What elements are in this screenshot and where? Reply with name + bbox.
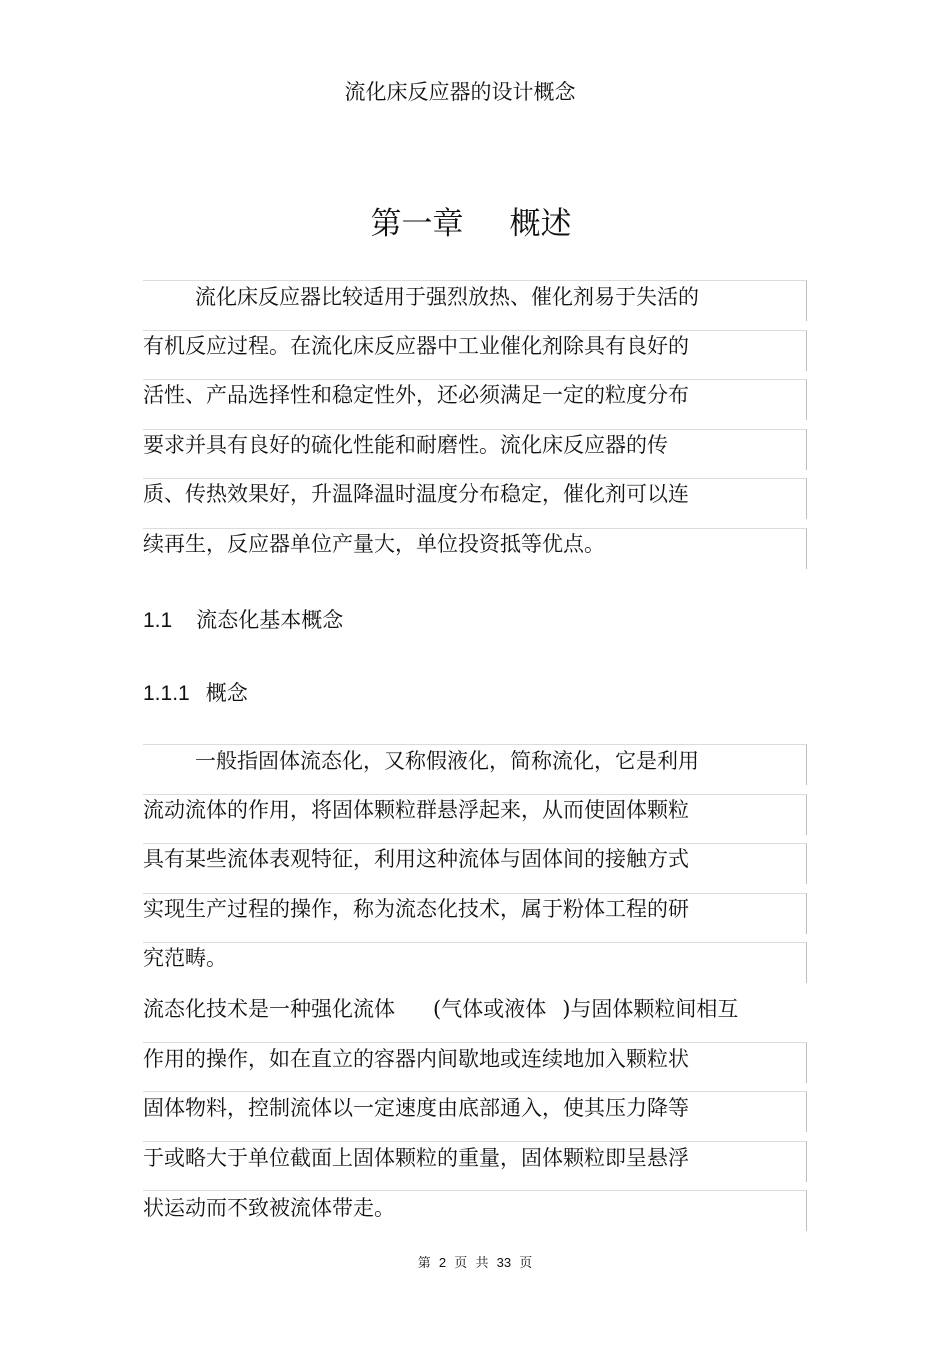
paragraph-line: 续再生，反应器单位产量大，单位投资抵等优点。	[143, 532, 605, 556]
paragraph-line: 一般指固体流态化，又称假液化，简称流化，它是利用	[195, 749, 699, 773]
text-run: (气体或液体	[433, 997, 547, 1021]
footer-page-number: 2	[438, 1255, 447, 1270]
section-heading-1-1-1	[143, 677, 248, 707]
chapter-heading	[0, 198, 942, 243]
line-frame	[143, 942, 807, 983]
chapter-title: 概述	[509, 206, 572, 242]
document-title: 流化床反应器的设计概念	[344, 80, 576, 104]
page-footer	[0, 1252, 950, 1271]
paragraph-line: 作用的操作，如在直立的容器内间歇地或连续地加入颗粒状	[143, 1047, 689, 1071]
footer-text: 页	[454, 1256, 468, 1271]
section-title: 流态化基本概念	[196, 608, 344, 632]
text-run: )与固体颗粒间相互	[562, 997, 739, 1021]
text-run: 流态化技术是一种强化流体	[143, 997, 395, 1021]
paragraph-line	[143, 994, 738, 1024]
footer-total-pages: 33	[496, 1255, 512, 1270]
paragraph-line: 状运动而不致被流体带走。	[143, 1196, 395, 1220]
section-number: 1.1	[143, 609, 173, 632]
paragraph-line: 实现生产过程的操作，称为流态化技术，属于粉体工程的研	[143, 897, 689, 921]
paragraph-line: 要求并具有良好的硫化性能和耐磨性。流化床反应器的传	[143, 433, 668, 457]
paragraph-line: 固体物料，控制流体以一定速度由底部通入，使其压力降等	[143, 1096, 689, 1120]
section-number: 1.1.1	[143, 682, 190, 705]
paragraph-line: 具有某些流体表观特征，利用这种流体与固体间的接触方式	[143, 847, 689, 871]
paragraph-line: 质、传热效果好，升温降温时温度分布稳定，催化剂可以连	[143, 482, 689, 506]
footer-text: 共	[475, 1256, 489, 1271]
paragraph-line: 流动流体的作用，将固体颗粒群悬浮起来，从而使固体颗粒	[143, 798, 689, 822]
chapter-number: 第一章	[370, 206, 464, 242]
paragraph-line: 流化床反应器比较适用于强烈放热、催化剂易于失活的	[195, 285, 699, 309]
footer-text: 第	[417, 1256, 431, 1271]
section-title: 概念	[205, 681, 248, 705]
paragraph-line: 活性、产品选择性和稳定性外，还必须满足一定的粒度分布	[143, 383, 689, 407]
section-heading-1-1	[143, 604, 343, 634]
paragraph-line: 有机反应过程。在流化床反应器中工业催化剂除具有良好的	[143, 334, 689, 358]
footer-text: 页	[519, 1256, 533, 1271]
paragraph-line: 于或略大于单位截面上固体颗粒的重量，固体颗粒即呈悬浮	[143, 1146, 689, 1170]
paragraph-line: 究范畴。	[143, 946, 227, 970]
